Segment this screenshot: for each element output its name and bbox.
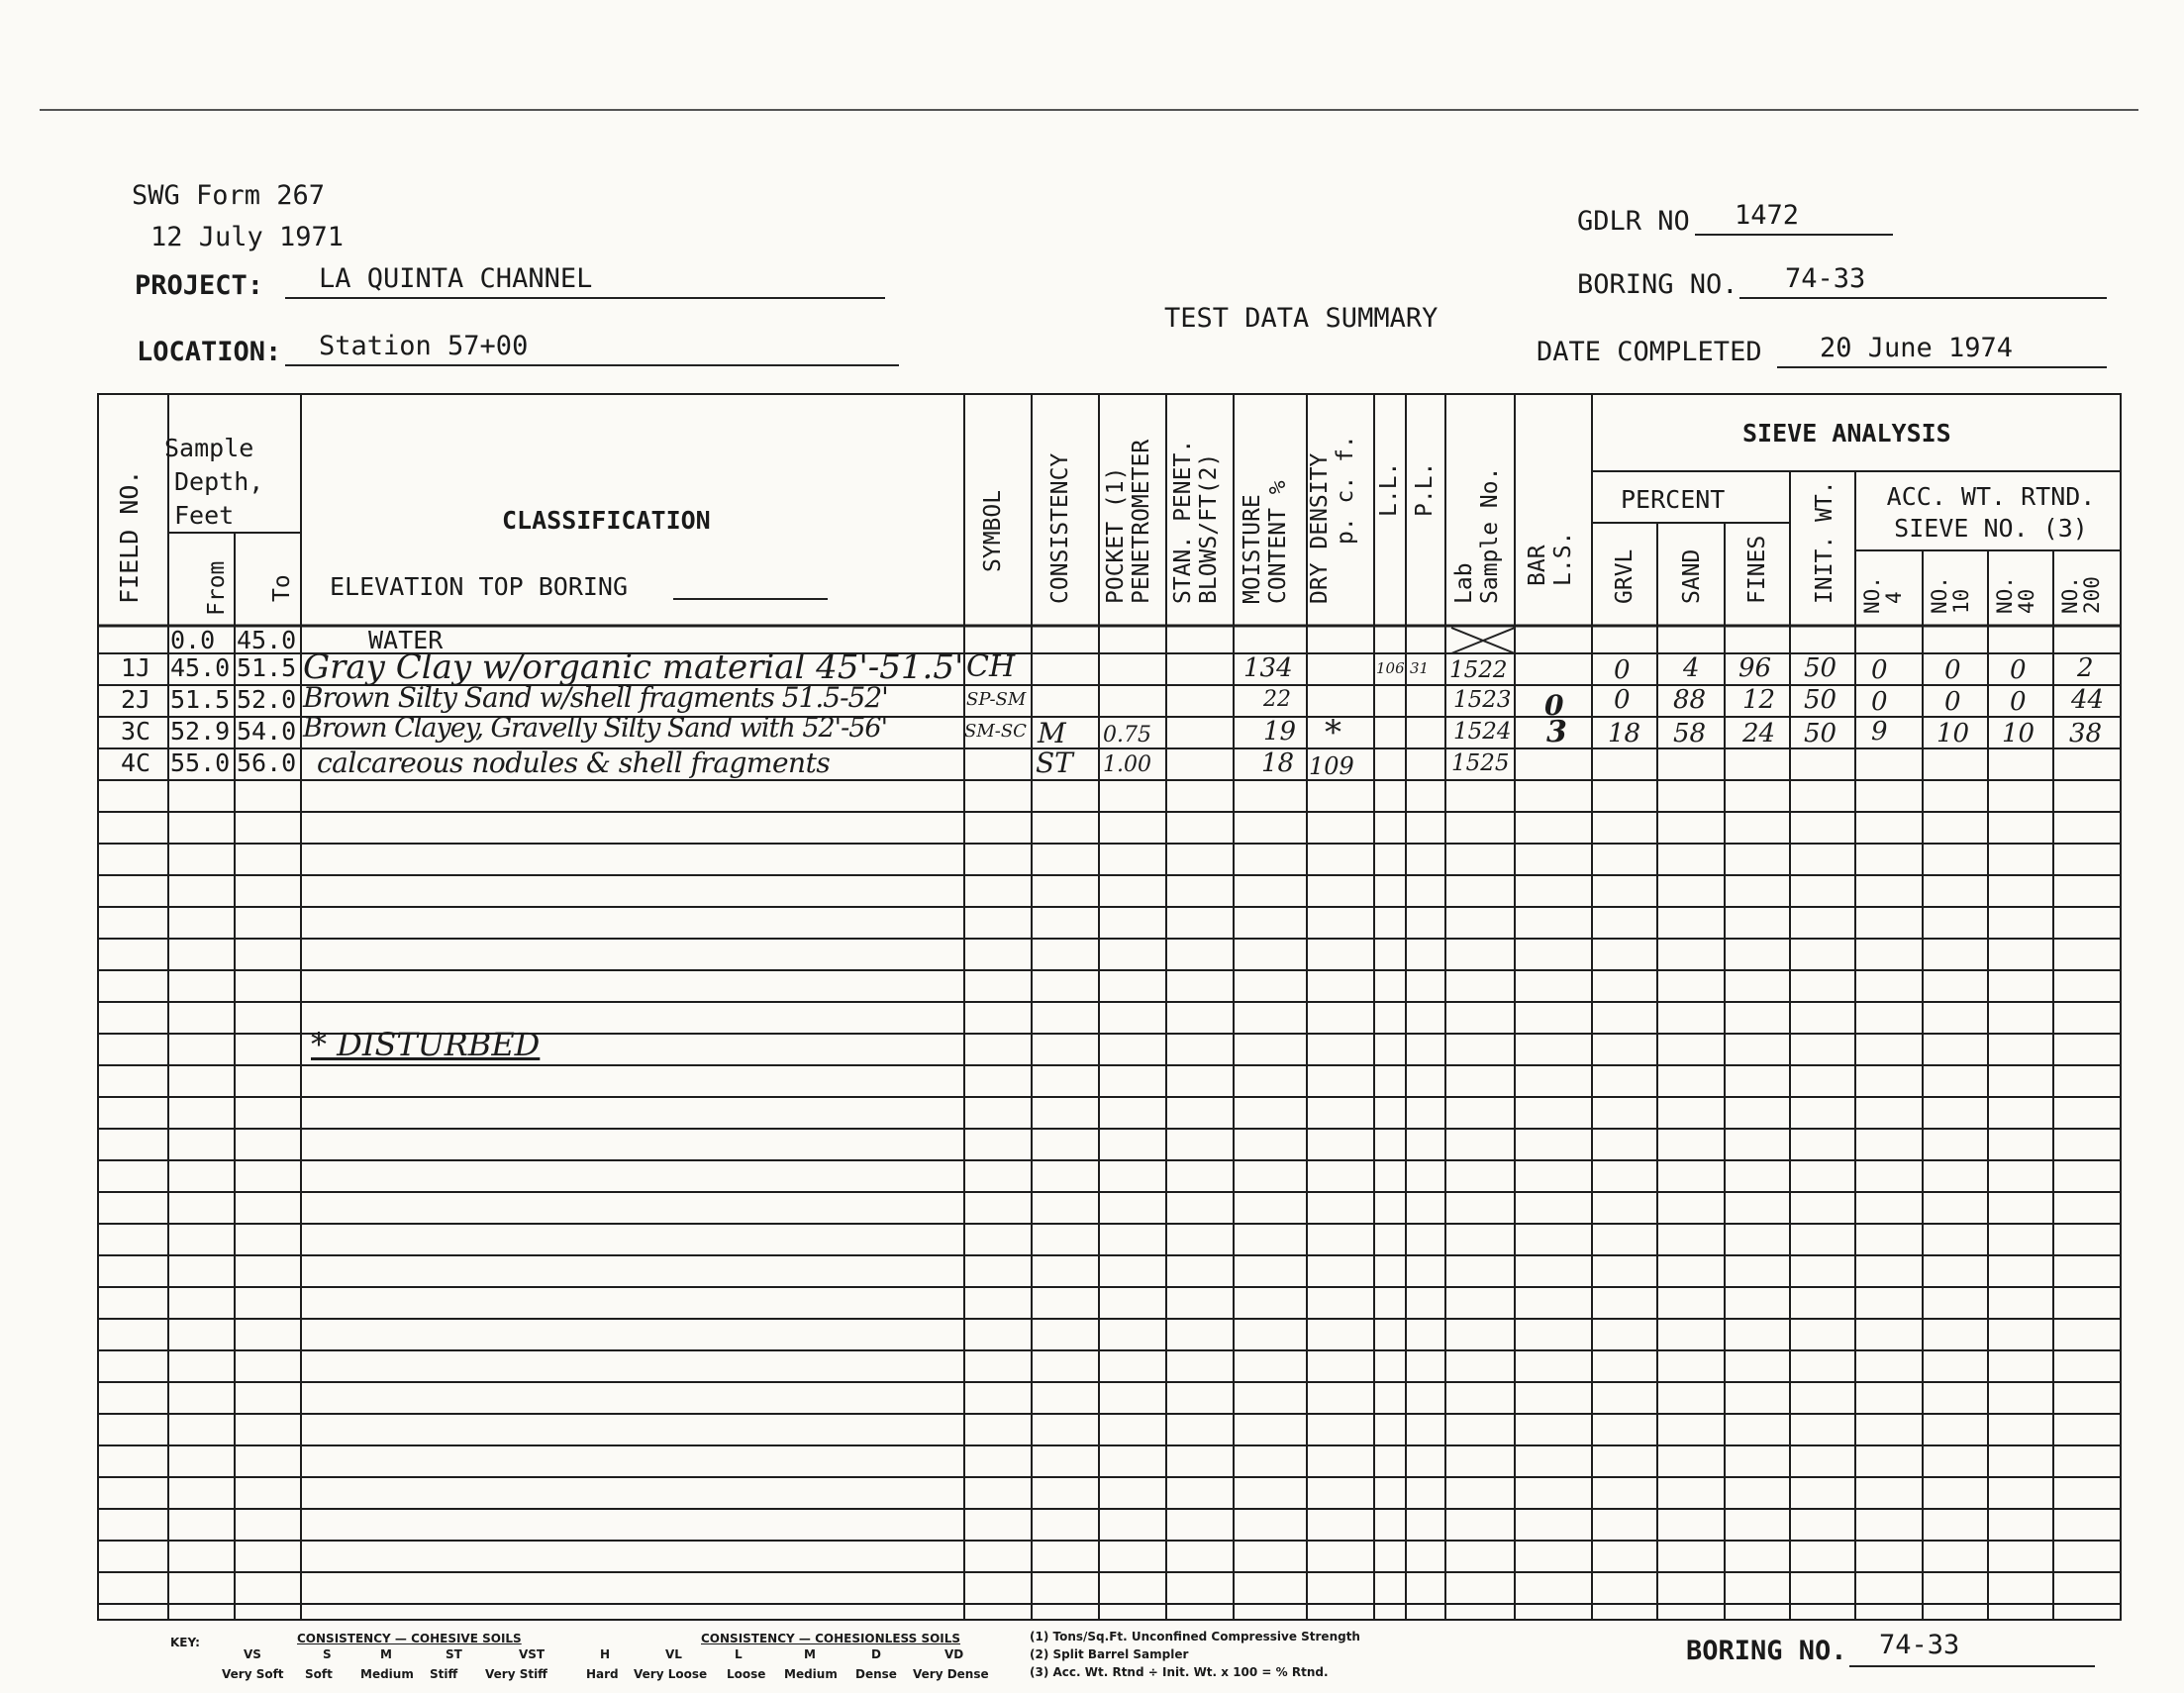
- header-bar-ls: [1525, 532, 1576, 586]
- cell-lab: 1524: [1453, 719, 1512, 745]
- cell-to: 54.0: [237, 717, 297, 746]
- cell-symbol: SP-SM: [966, 689, 1027, 710]
- cell-no40: 0: [2010, 655, 2027, 685]
- word-dense: Dense: [855, 1667, 897, 1681]
- abbr-m2: M: [804, 1647, 816, 1661]
- footer-boring-value: 74-33: [1879, 1630, 1960, 1660]
- cell-lab: 1522: [1449, 657, 1508, 683]
- cell-no200: 2: [2077, 653, 2094, 683]
- cell-moisture: 19: [1263, 717, 1297, 747]
- abbr-vd: VD: [944, 1647, 964, 1661]
- header-sample-depth-line1: Sample: [164, 434, 254, 462]
- header-sample-depth-line2: Depth,: [174, 467, 264, 496]
- cell-to: 52.0: [237, 685, 297, 714]
- header-lab-sample-line1: Lab: [1451, 562, 1477, 604]
- header-no10-line2: 10: [1949, 588, 1973, 614]
- header-stan-line1: STAN. PENET.: [1170, 439, 1196, 604]
- header-no200-line1: NO.: [2058, 576, 2082, 614]
- cell-consistency: M: [1038, 717, 1066, 749]
- cell-init: 50: [1804, 685, 1837, 715]
- cell-no40: 10: [2002, 719, 2035, 748]
- abbr-h: H: [600, 1647, 611, 1661]
- word-very-stiff: Very Stiff: [485, 1667, 547, 1681]
- abbr-l: L: [735, 1647, 743, 1661]
- abbr-st: ST: [446, 1647, 462, 1661]
- word-medium: Medium: [360, 1667, 414, 1681]
- boring-label: BORING NO.: [1577, 269, 1738, 300]
- header-sieve-analysis: SIEVE ANALYSIS: [1742, 419, 1951, 448]
- cell-ll: 106: [1376, 659, 1405, 677]
- header-bar-line2: L.S.: [1550, 531, 1576, 586]
- cell-from: 45.0: [170, 653, 231, 682]
- cell-lab: 1523: [1453, 687, 1512, 713]
- header-no200: [2059, 576, 2103, 614]
- cell-from: 55.0: [170, 748, 231, 777]
- cell-field: 1J: [121, 653, 151, 682]
- cell-to: 51.5: [237, 653, 297, 682]
- cell-dry: 109: [1309, 752, 1354, 780]
- header-pl: P.L.: [1412, 461, 1438, 517]
- header-consistency: CONSISTENCY: [1047, 452, 1073, 604]
- word-hard: Hard: [586, 1667, 619, 1681]
- header-bar-line1: BAR: [1525, 545, 1550, 586]
- header-no4-line2: 4: [1882, 591, 1906, 604]
- header-fines: FINES: [1744, 535, 1770, 604]
- header-no200-line2: 200: [2080, 576, 2104, 614]
- cell-symbol: SM-SC: [964, 721, 1027, 742]
- cell-no4: 0: [1871, 687, 1888, 717]
- boring-value: 74-33: [1785, 263, 1866, 294]
- abbr-vl: VL: [665, 1647, 682, 1661]
- gdlr-label: GDLR NO: [1577, 206, 1690, 237]
- cell-classification: Brown Clayey, Gravelly Silty Sand with 52'-56': [303, 713, 888, 744]
- cell-no200: 38: [2069, 719, 2103, 748]
- header-moisture-line1: MOISTURE: [1240, 494, 1265, 604]
- cell-no4: 0: [1871, 655, 1888, 685]
- header-sample-depth: [164, 432, 263, 533]
- header-sand: SAND: [1679, 548, 1705, 604]
- header-symbol: SYMBOL: [980, 489, 1006, 572]
- footer-cohesive: CONSISTENCY — COHESIVE SOILS: [297, 1632, 522, 1645]
- header-moisture: [1240, 480, 1291, 604]
- header-sample-depth-line3: Feet: [174, 501, 235, 530]
- footer-cohesionless: CONSISTENCY — COHESIONLESS SOILS: [701, 1632, 961, 1645]
- cell-dry: *: [1325, 713, 1341, 752]
- cell-to: 56.0: [237, 748, 297, 777]
- word-medium2: Medium: [784, 1667, 838, 1681]
- abbr-s: S: [323, 1647, 332, 1661]
- location-value: Station 57+00: [319, 331, 529, 361]
- header-acc-wt-line2: SIEVE NO. (3): [1894, 514, 2088, 543]
- header-percent: PERCENT: [1621, 485, 1726, 514]
- header-to: To: [269, 574, 295, 602]
- cell-fines: 12: [1742, 685, 1776, 715]
- header-lab-sample-line2: Sample No.: [1477, 466, 1503, 604]
- cell-bar: 3: [1546, 715, 1567, 749]
- cell-moisture: 134: [1243, 653, 1293, 683]
- header-ll: L.L.: [1376, 461, 1402, 517]
- header-acc-wt-line1: ACC. WT. RTND.: [1886, 482, 2096, 511]
- cell-classification: calcareous nodules & shell fragments: [317, 747, 831, 779]
- header-no40: [1994, 576, 2037, 614]
- cell-moisture: 18: [1261, 748, 1295, 778]
- cell-sand: 88: [1673, 685, 1707, 715]
- cell-moisture: 22: [1263, 687, 1291, 712]
- header-pocket-line1: POCKET (1): [1103, 466, 1129, 604]
- cell-from: 52.9: [170, 717, 231, 746]
- cell-to: 45.0: [237, 626, 297, 654]
- cell-no10: 0: [1944, 687, 1961, 717]
- header-no40-line2: 40: [2015, 588, 2038, 614]
- header-from: From: [204, 560, 230, 616]
- cell-no200: 44: [2071, 685, 2105, 715]
- cell-init: 50: [1804, 719, 1837, 748]
- word-soft: Soft: [305, 1667, 333, 1681]
- date-completed-label: DATE COMPLETED: [1537, 337, 1762, 367]
- footnote-3: (3) Acc. Wt. Rtnd ÷ Init. Wt. x 100 = % Rtnd.: [1030, 1665, 1329, 1679]
- cell-field: 2J: [121, 685, 151, 714]
- header-dry-density-line1: DRY DENSITY: [1307, 452, 1333, 604]
- date-completed-value: 20 June 1974: [1820, 333, 2014, 363]
- cell-grvl: 18: [1608, 719, 1641, 748]
- project-value: LA QUINTA CHANNEL: [319, 263, 593, 294]
- elevation-underline: [673, 598, 828, 600]
- cell-lab: 1525: [1451, 750, 1510, 776]
- page-title: TEST DATA SUMMARY: [1164, 303, 1439, 334]
- header-field-no: FIELD NO.: [115, 469, 144, 604]
- header-no40-line1: NO.: [1993, 576, 2017, 614]
- cell-field: 4C: [121, 748, 151, 777]
- cell-init: 50: [1804, 653, 1837, 683]
- cell-grvl: 0: [1614, 655, 1631, 685]
- cell-classification: Gray Clay w/organic material 45'-51.5': [303, 647, 964, 687]
- disturbed-note: * DISTURBED: [311, 1026, 541, 1063]
- form-date: 12 July 1971: [150, 222, 345, 252]
- word-very-soft: Very Soft: [222, 1667, 284, 1681]
- abbr-vs: VS: [244, 1647, 261, 1661]
- footer-boring-underline: [1849, 1665, 2095, 1667]
- cell-bar: 0: [1544, 689, 1564, 722]
- cell-sand: 58: [1673, 719, 1707, 748]
- header-dry-density-line2: p. c. f.: [1333, 435, 1358, 545]
- word-stiff: Stiff: [430, 1667, 458, 1681]
- header-moisture-line2: CONTENT %: [1265, 480, 1291, 604]
- footnote-2: (2) Split Barrel Sampler: [1030, 1647, 1189, 1661]
- form-name: SWG Form 267: [132, 180, 326, 211]
- project-label: PROJECT:: [135, 270, 264, 301]
- cell-fines: 96: [1738, 653, 1772, 683]
- cell-no10: 10: [1936, 719, 1970, 748]
- word-loose: Loose: [727, 1667, 766, 1681]
- cell-no4: 9: [1871, 717, 1888, 747]
- cell-classification: WATER: [368, 626, 444, 654]
- header-no10-line1: NO.: [1928, 576, 1951, 614]
- word-very-loose: Very Loose: [634, 1667, 708, 1681]
- header-stan: [1170, 440, 1222, 604]
- cell-sand: 4: [1683, 653, 1700, 683]
- cell-fines: 24: [1742, 719, 1776, 748]
- cell-symbol: CH: [966, 649, 1016, 684]
- header-stan-line2: BLOWS/FT(2): [1196, 452, 1222, 604]
- cell-pocket: 0.75: [1103, 723, 1151, 747]
- header-elevation: ELEVATION TOP BORING: [330, 572, 629, 601]
- cell-from: 51.5: [170, 685, 231, 714]
- cell-grvl: 0: [1614, 685, 1631, 715]
- cell-pocket: 1.00: [1103, 752, 1151, 777]
- cell-classification: Brown Silty Sand w/shell fragments 51.5-52': [303, 681, 888, 714]
- abbr-m: M: [380, 1647, 392, 1661]
- header-init-wt: INIT. WT.: [1812, 480, 1837, 604]
- footer-boring-label: BORING NO.: [1686, 1636, 1847, 1666]
- cell-no10: 0: [1944, 655, 1961, 685]
- header-pocket-line2: PENETROMETER: [1129, 439, 1154, 604]
- header-no4-line1: NO.: [1860, 576, 1884, 614]
- gdlr-value: 1472: [1735, 200, 1800, 231]
- footnote-1: (1) Tons/Sq.Ft. Unconfined Compressive Strength: [1030, 1630, 1360, 1643]
- header-dry-density: [1307, 435, 1358, 604]
- abbr-vst: VST: [519, 1647, 546, 1661]
- header-lab-sample: [1451, 467, 1503, 604]
- cell-from: 0.0: [170, 626, 216, 654]
- location-label: LOCATION:: [137, 337, 282, 367]
- footer-key-label: KEY:: [170, 1636, 200, 1649]
- header-acc-wt: [1867, 481, 2115, 545]
- cell-no40: 0: [2010, 687, 2027, 717]
- header-grvl: GRVL: [1612, 548, 1638, 604]
- word-very-dense: Very Dense: [913, 1667, 989, 1681]
- header-no10: [1929, 576, 1972, 614]
- cell-field: 3C: [121, 717, 151, 746]
- header-pocket: [1103, 440, 1154, 604]
- abbr-d: D: [871, 1647, 881, 1661]
- header-classification: CLASSIFICATION: [502, 506, 711, 535]
- cell-consistency: ST: [1036, 747, 1073, 779]
- header-no4: [1861, 576, 1905, 614]
- cell-pl: 31: [1410, 659, 1430, 677]
